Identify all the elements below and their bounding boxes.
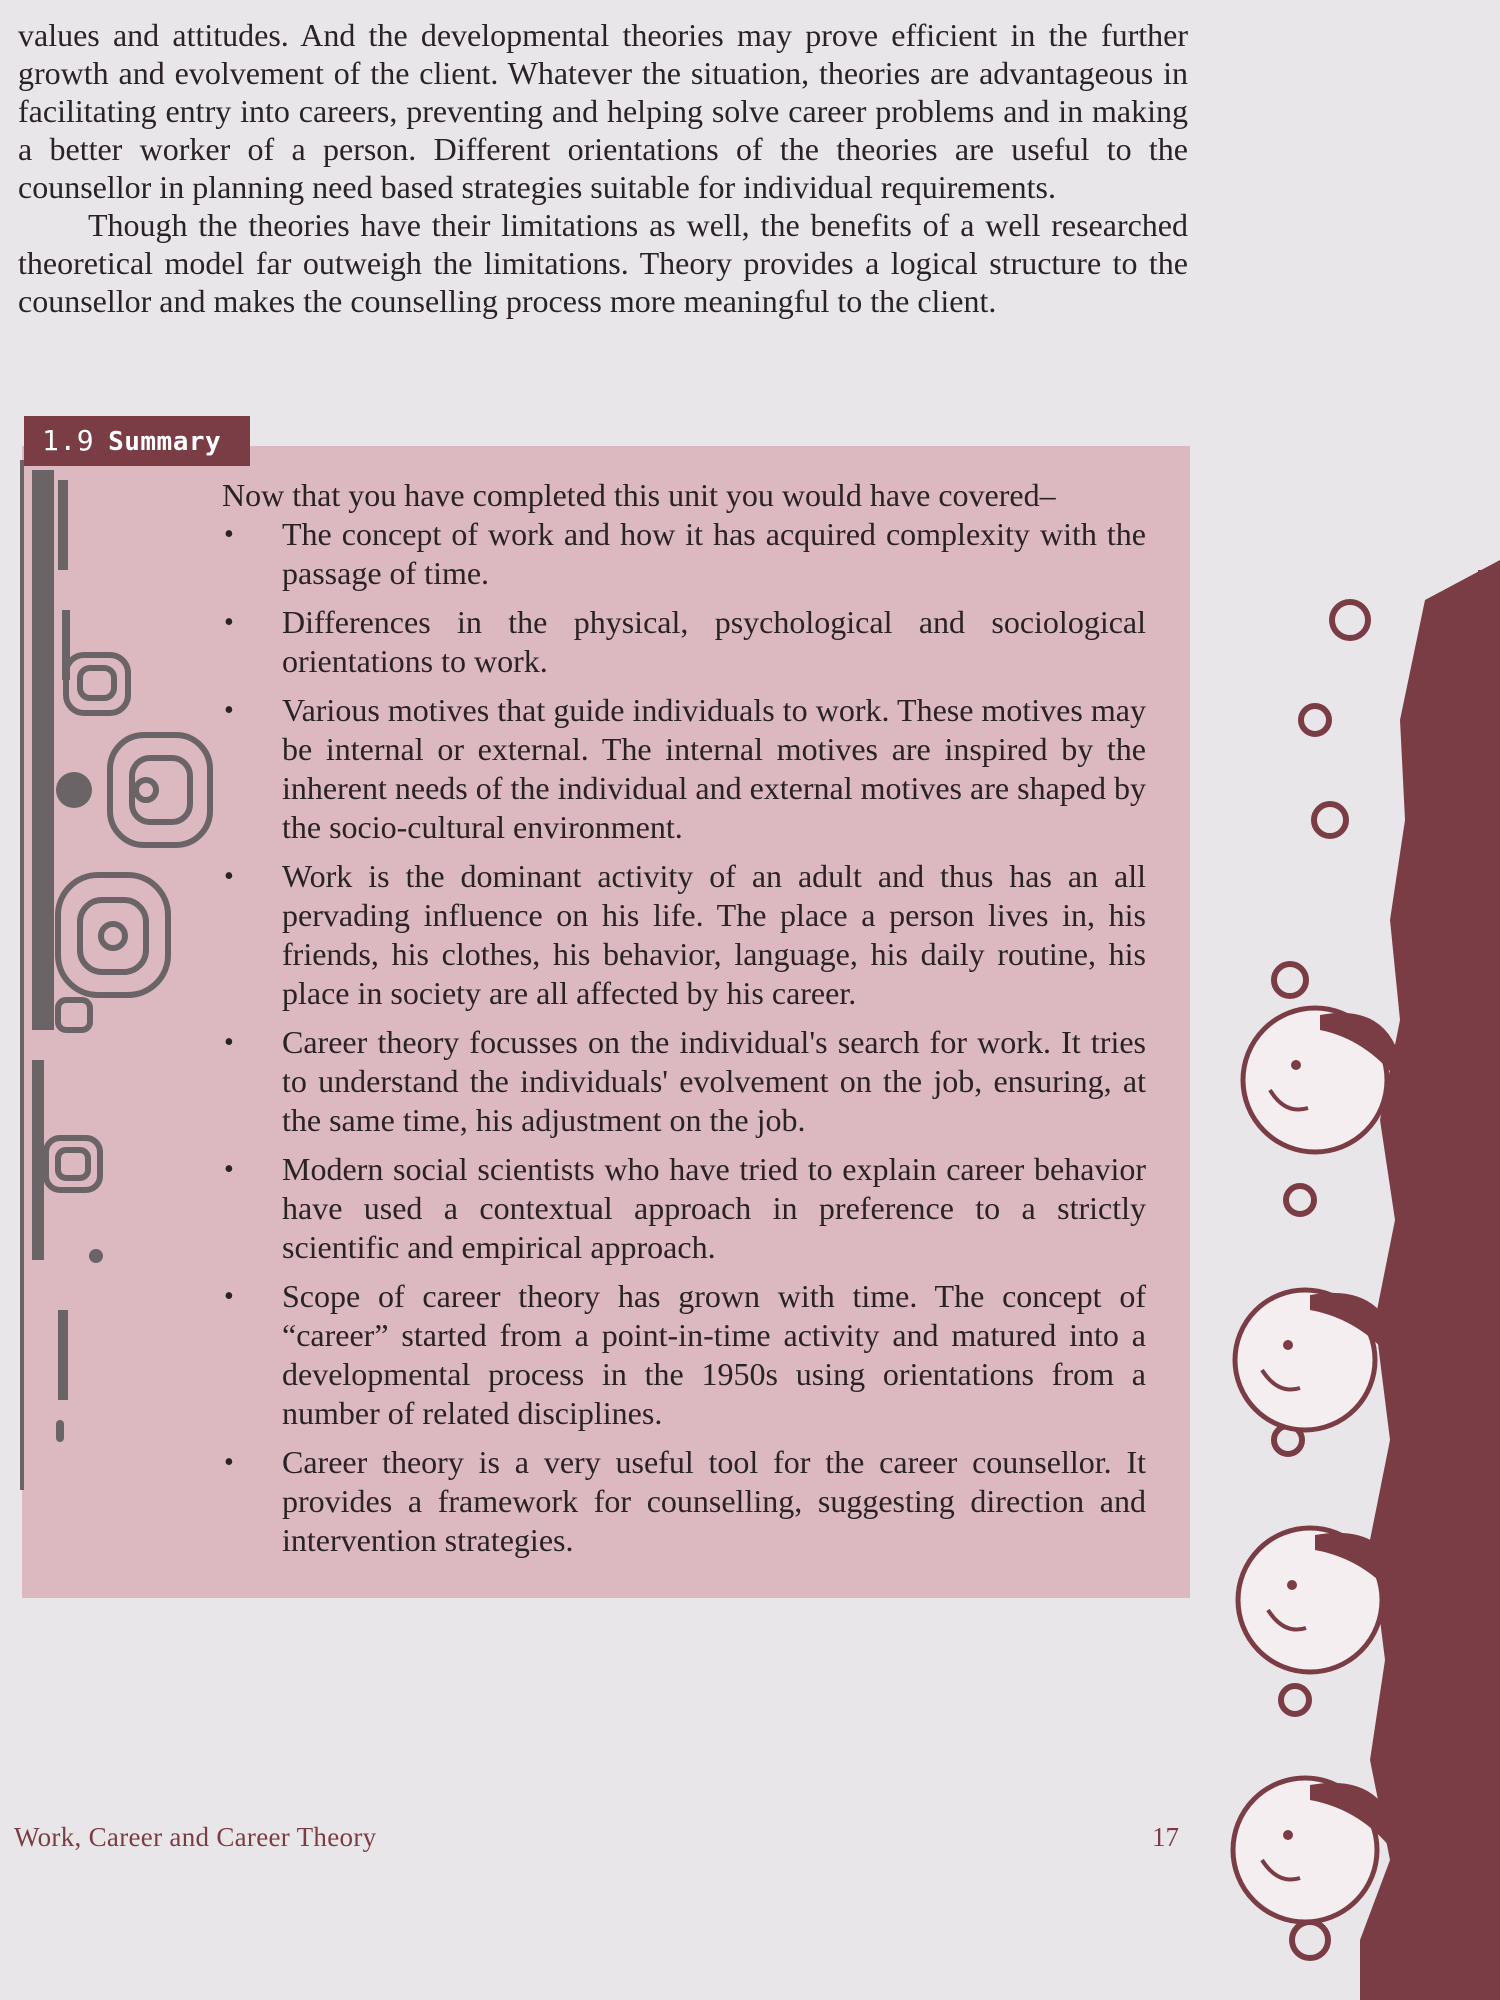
list-item-text: Modern social scientists who have tried to explain career behavior have used a contextual approach in preference to a strictly scientific and empirical approach. [282,1151,1146,1265]
bullet: • [224,1281,234,1312]
list-item-text: Differences in the physical, psychological and sociological orientations to work. [282,604,1146,679]
summary-list [222,515,1146,1560]
bullet: • [224,861,234,892]
bullet: • [224,1027,234,1058]
summary-intro: Now that you have completed this unit you would have covered– [222,477,1056,513]
list-item [222,691,1146,847]
bullet: • [224,1154,234,1185]
list-item [222,1023,1146,1140]
list-item [222,857,1146,1013]
list-item-text: Career theory is a very useful tool for the career counsellor. It provides a framework for counselling, suggesting direction and intervention strategies. [282,1444,1146,1558]
list-item-text: Scope of career theory has grown with time. The concept of “career” started from a point-in-time activity and matured into a developmental process in the 1950s using orientations from a number of related disciplines. [282,1278,1146,1431]
children-illustration-border [1200,560,1500,2000]
running-footer-title: Work, Career and Career Theory [14,1822,377,1852]
bullet: • [224,695,234,726]
bullet: • [224,519,234,550]
spiral-border-decoration [18,460,218,1500]
list-item-text: Career theory focusses on the individual's search for work. It tries to understand the individuals' evolvement on the job, ensuring, at the same time, his adjustment on the job. [282,1024,1146,1138]
intro-text [18,16,1188,320]
list-item-text: Various motives that guide individuals to work. These motives may be internal or external. The internal motives are inspired by the inherent needs of the individual and external motives are shaped by the socio-cultural environment. [282,692,1146,845]
summary-content [222,476,1146,1570]
page-number: 17 [1152,1822,1179,1852]
intro-paragraph-1: values and attitudes. And the developmental theories may prove efficient in the further growth and evolvement of the client. Whatever the situation, theories are advantageous in facilitating entry into careers, preventing and helping solve career problems and in making a better worker of a person. Different orientations of the theories are useful to the counsellor in planning need based strategies suitable for individual requirements. [18,17,1188,205]
bullet: • [224,1447,234,1478]
section-number: 1.9 [42,424,95,457]
list-item [222,515,1146,593]
list-item [222,603,1146,681]
list-item [222,1150,1146,1267]
list-item-text: The concept of work and how it has acquired complexity with the passage of time. [282,516,1146,591]
list-item-text: Work is the dominant activity of an adult and thus has an all pervading influence on his life. The place a person lives in, his friends, his clothes, his behavior, language, his daily routine, his place in society are all affected by his career. [282,858,1146,1011]
section-heading [24,416,250,466]
list-item [222,1443,1146,1560]
section-title: Summary [108,427,222,457]
intro-paragraph-2: Though the theories have their limitations as well, the benefits of a well researched theoretical model far outweigh the limitations. Theory provides a logical structure to the counsellor and makes the counselling process more meaningful to the client. [18,207,1188,319]
list-item [222,1277,1146,1433]
bullet: • [224,607,234,638]
